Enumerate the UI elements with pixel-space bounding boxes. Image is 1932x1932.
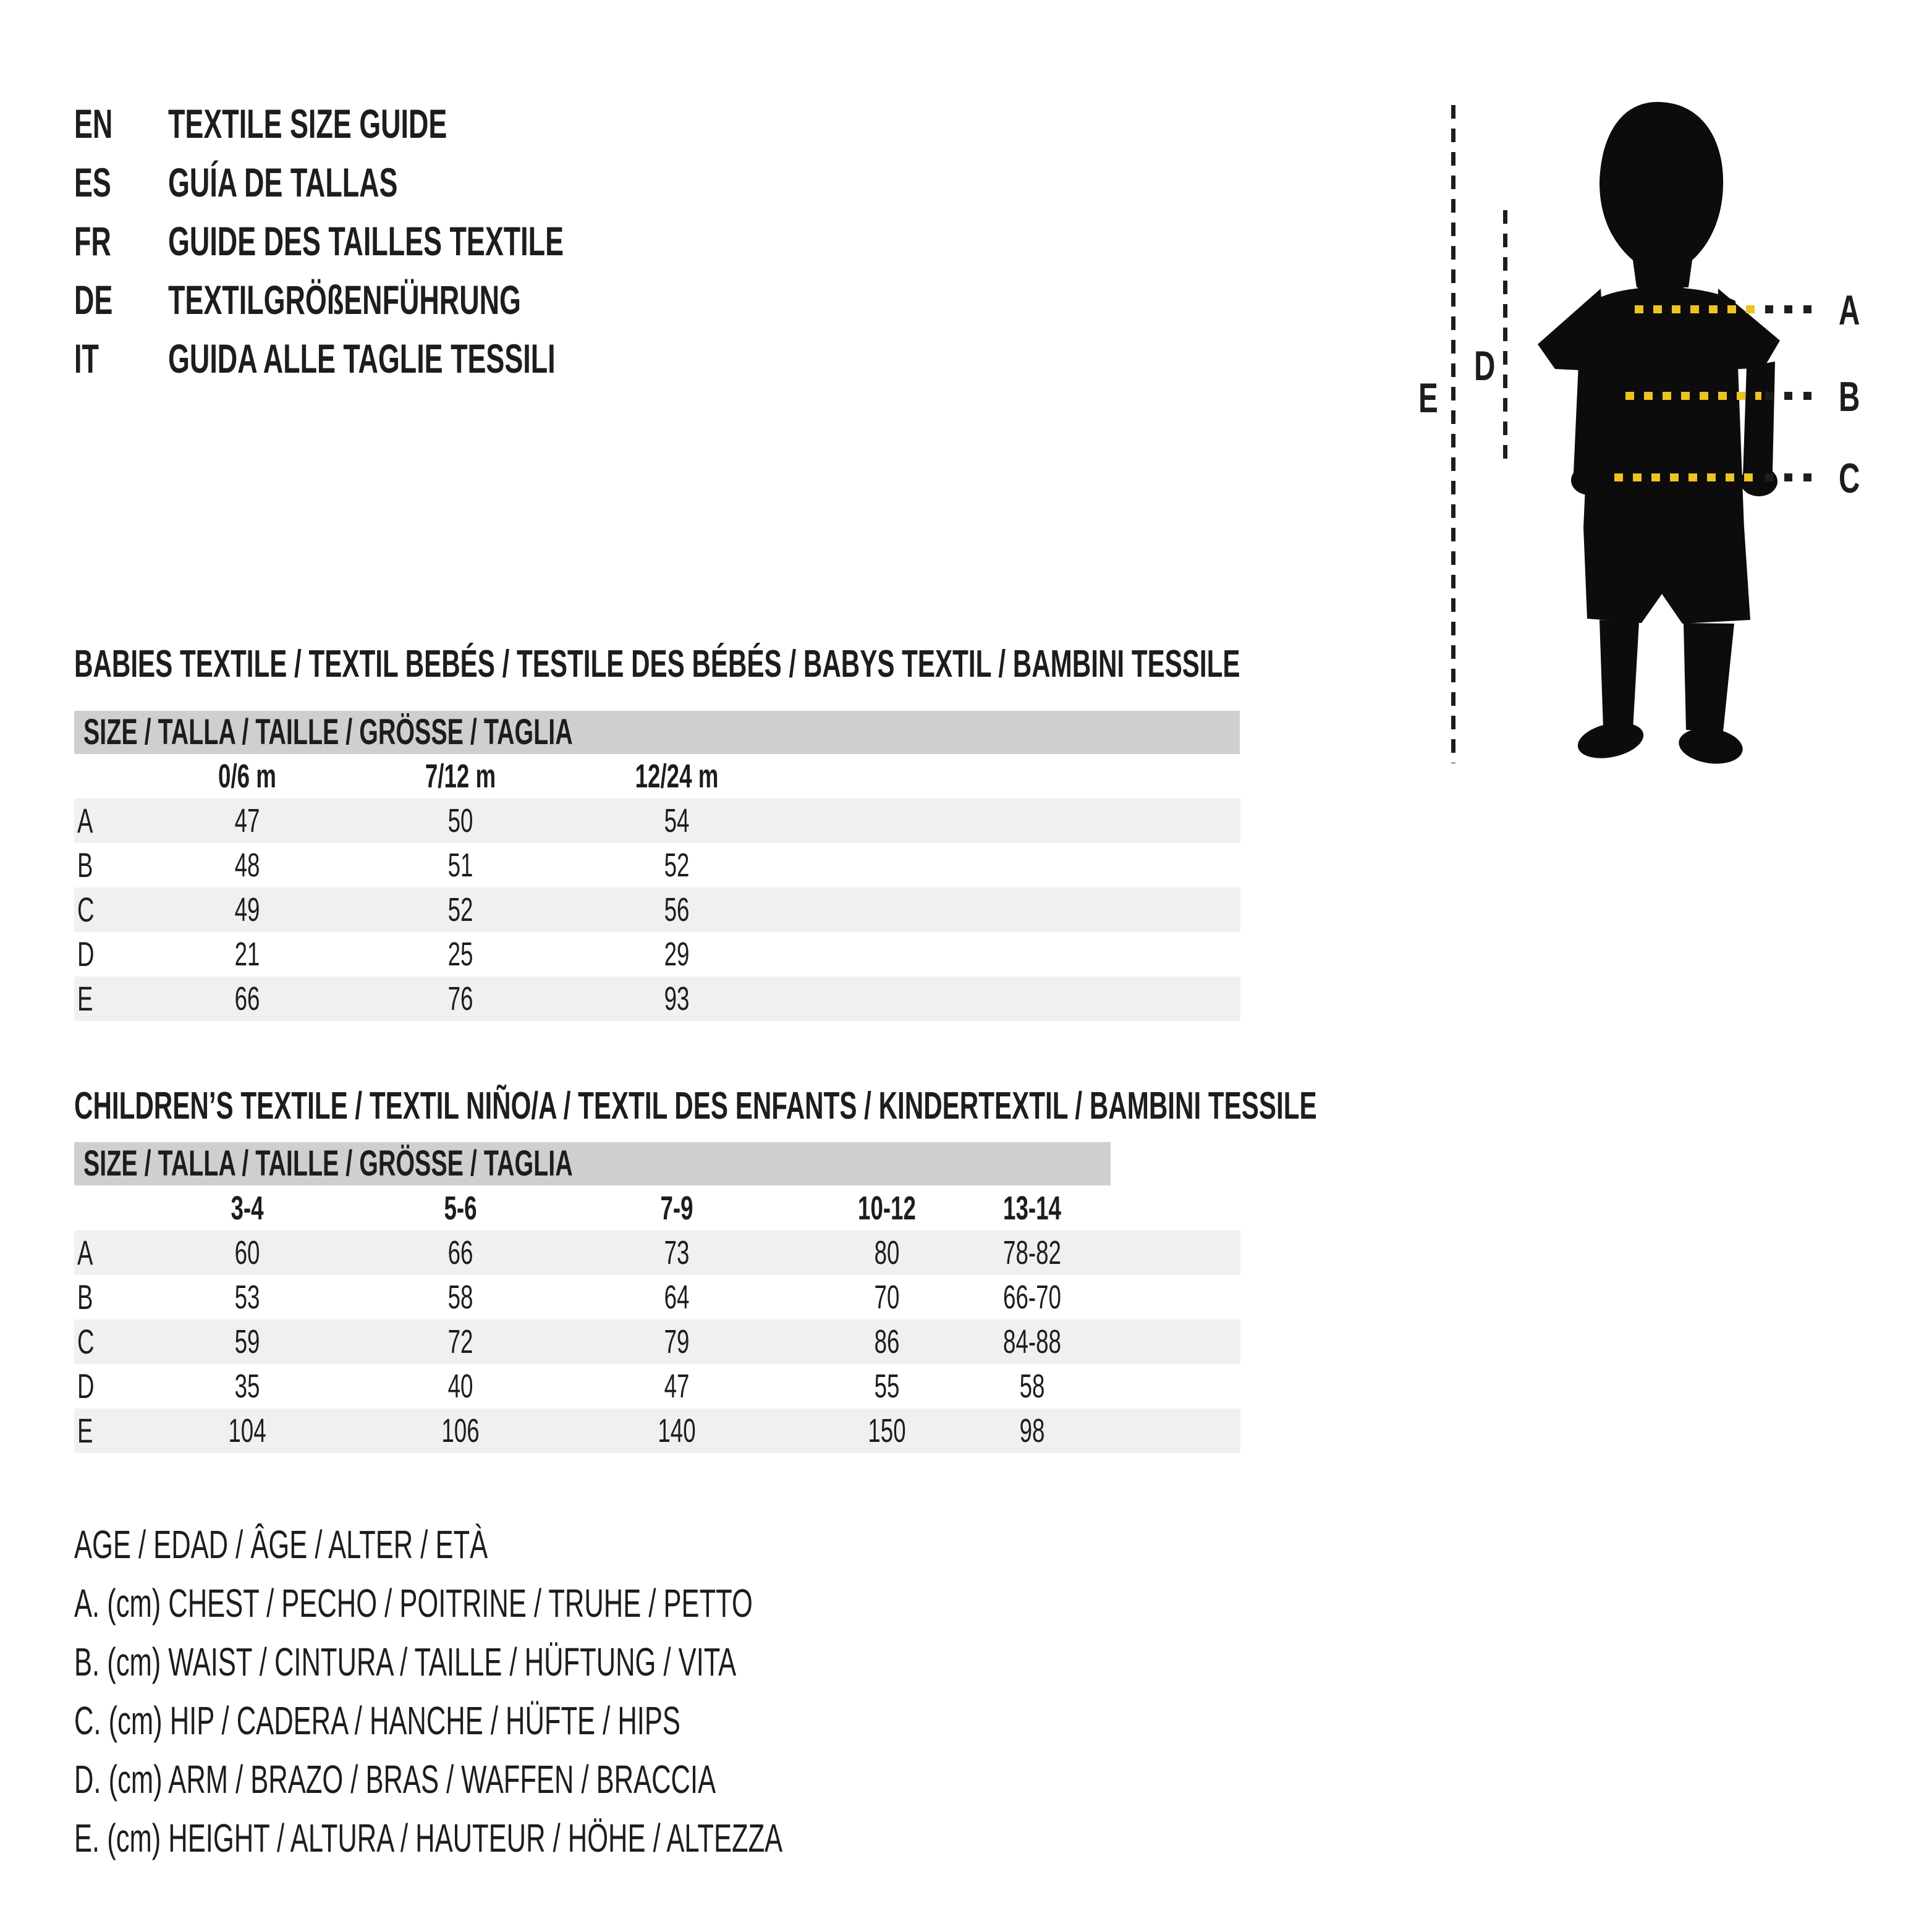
row-label: B	[77, 845, 93, 884]
legend-height-text: E. (cm) HEIGHT / ALTURA / HAUTEUR / HÖHE / ALTEZZA	[74, 1816, 783, 1860]
lang-code-it	[74, 334, 111, 383]
row-label: E	[77, 979, 93, 1018]
cell-value: 21	[234, 936, 260, 973]
children-col-5-6: 5-6	[444, 1190, 477, 1227]
cell-value: 80	[874, 1234, 900, 1271]
babies-size-header-text: SIZE / TALLA / TAILLE / GRÖSSE / TAGLIA	[83, 712, 573, 752]
cell-value: 98	[1019, 1412, 1045, 1449]
cell-value: 60	[234, 1234, 260, 1271]
children-col-7-9: 7-9	[660, 1190, 693, 1227]
cell-value: 106	[441, 1412, 480, 1449]
lang-title-en	[168, 99, 578, 148]
figure-label-e-text: E	[1418, 375, 1438, 422]
legend-waist	[74, 1638, 1048, 1685]
silhouette-right-foot	[1677, 724, 1745, 766]
legend-chest	[74, 1580, 1072, 1627]
lang-code-en-text: EN	[74, 101, 113, 146]
hip-dots-yellow	[1614, 473, 1761, 481]
row-label: D	[77, 934, 95, 973]
row-label: C	[77, 890, 95, 929]
lang-code-fr-text: FR	[74, 218, 111, 264]
legend-age-text: AGE / EDAD / ÂGE / ALTER / ETÀ	[74, 1522, 488, 1567]
lang-title-it	[168, 334, 738, 383]
children-col-3-4: 3-4	[231, 1190, 264, 1227]
lang-title-es-text: GUÍA DE TALLAS	[168, 159, 398, 205]
cell-value: 150	[868, 1412, 906, 1449]
cell-value: 35	[234, 1368, 260, 1405]
cell-value: 79	[664, 1323, 690, 1360]
lang-title-fr	[168, 216, 750, 266]
cell-value: 73	[664, 1234, 690, 1271]
cell-value: 54	[664, 802, 690, 839]
table-row	[74, 932, 1240, 977]
cell-value: 53	[234, 1279, 260, 1316]
lang-code-es-text: ES	[74, 159, 111, 205]
lang-code-de-text: DE	[74, 277, 113, 323]
table-row	[74, 1275, 1240, 1320]
lang-code-fr	[74, 216, 129, 266]
figure-label-d-text: D	[1474, 342, 1496, 389]
cell-value: 58	[1019, 1368, 1045, 1405]
cell-value: 48	[234, 847, 260, 884]
figure-label-c-text: C	[1839, 455, 1860, 502]
lang-title-it-text: GUIDA ALLE TAGLIE TESSILI	[168, 336, 556, 381]
cell-value: 49	[234, 891, 260, 928]
cell-value: 70	[874, 1279, 900, 1316]
chest-dots-yellow	[1635, 305, 1761, 313]
silhouette-neck	[1638, 245, 1684, 290]
figure-label-c	[1839, 455, 1860, 502]
cell-value: 50	[447, 802, 473, 839]
figure-label-b-text: B	[1839, 373, 1860, 420]
table-row	[74, 977, 1240, 1021]
legend-height	[74, 1815, 1116, 1862]
table-row	[74, 1409, 1240, 1453]
lang-title-es	[168, 158, 506, 207]
cell-value: 58	[447, 1279, 473, 1316]
cell-value: 29	[664, 936, 690, 973]
lang-title-de-text: TEXTILGRÖßENFÜHRUNG	[168, 277, 521, 323]
children-size-header-text: SIZE / TALLA / TAILLE / GRÖSSE / TAGLIA	[83, 1143, 573, 1184]
figure-label-b	[1839, 373, 1860, 420]
legend-arm-text: D. (cm) ARM / BRAZO / BRAS / WAFFEN / BRACCIA	[74, 1757, 716, 1802]
lang-code-es	[74, 158, 129, 207]
children-heading	[74, 1085, 1902, 1128]
cell-value: 84-88	[1003, 1323, 1061, 1360]
legend-arm	[74, 1756, 1018, 1803]
cell-value: 104	[228, 1412, 266, 1449]
lang-title-en-text: TEXTILE SIZE GUIDE	[168, 101, 447, 146]
babies-size-header-bar	[74, 711, 1240, 754]
waist-dots-dark	[1765, 392, 1818, 400]
figure-label-e	[1418, 375, 1438, 422]
cell-value: 78-82	[1003, 1234, 1061, 1271]
table-row	[74, 1231, 1240, 1275]
legend-age	[74, 1521, 682, 1568]
cell-value: 56	[664, 891, 690, 928]
cell-value: 59	[234, 1323, 260, 1360]
cell-value: 86	[874, 1323, 900, 1360]
lang-code-en	[74, 99, 131, 148]
table-row	[74, 843, 1240, 888]
cell-value: 140	[658, 1412, 696, 1449]
table-row	[74, 1320, 1240, 1364]
cell-value: 64	[664, 1279, 690, 1316]
figure-label-a	[1839, 287, 1860, 334]
lang-title-fr-text: GUIDE DES TAILLES TEXTILE	[168, 218, 564, 264]
row-label: B	[77, 1277, 93, 1316]
babies-col-0-6m: 0/6 m	[218, 758, 276, 795]
silhouette-left-hand	[1571, 465, 1608, 495]
cell-value: 25	[447, 936, 473, 973]
cell-value: 72	[447, 1323, 473, 1360]
table-row	[74, 799, 1240, 843]
legend-waist-text: B. (cm) WAIST / CINTURA / TAILLE / HÜFTUNG / VITA	[74, 1640, 737, 1684]
silhouette-left-foot	[1575, 717, 1647, 763]
lang-code-it-text: IT	[74, 336, 99, 381]
children-col-10-12: 10-12	[858, 1190, 916, 1227]
babies-heading	[74, 643, 1789, 686]
babies-column-header-row	[74, 754, 1240, 799]
row-label: C	[77, 1322, 95, 1361]
cell-value: 47	[234, 802, 260, 839]
cell-value: 66	[447, 1234, 473, 1271]
cell-value: 47	[664, 1368, 690, 1405]
silhouette-left-sleeve	[1538, 289, 1606, 371]
cell-value: 76	[447, 980, 473, 1017]
children-col-13-14: 13-14	[1003, 1190, 1061, 1227]
legend-hip-text: C. (cm) HIP / CADERA / HANCHE / HÜFTE / HIPS	[74, 1698, 680, 1743]
silhouette-right-arm	[1743, 362, 1775, 477]
silhouette-left-arm	[1574, 364, 1608, 477]
lang-title-de	[168, 275, 687, 324]
silhouette-right-hand	[1740, 467, 1777, 496]
cell-value: 93	[664, 980, 690, 1017]
cell-value: 66-70	[1003, 1279, 1061, 1316]
cell-value: 55	[874, 1368, 900, 1405]
waist-dots-yellow	[1625, 392, 1761, 400]
cell-value: 40	[447, 1368, 473, 1405]
row-label: A	[77, 801, 93, 840]
arm-measure-line-d	[1503, 210, 1507, 467]
row-label: D	[77, 1366, 95, 1405]
silhouette-right-sleeve	[1716, 289, 1780, 370]
children-column-header-row	[74, 1186, 1240, 1231]
legend-hip	[74, 1697, 966, 1744]
table-row	[74, 1364, 1240, 1409]
chest-dots-dark	[1765, 305, 1818, 313]
legend-chest-text: A. (cm) CHEST / PECHO / POITRINE / TRUHE / PETTO	[74, 1581, 753, 1625]
row-label: A	[77, 1233, 93, 1272]
cell-value: 52	[664, 847, 690, 884]
babies-heading-text: BABIES TEXTILE / TEXTIL BEBÉS / TESTILE DES BÉBÉS / BABYS TEXTIL / BAMBINI TESSILE	[74, 643, 1240, 685]
figure-label-a-text: A	[1839, 287, 1860, 334]
children-size-header-bar	[74, 1142, 1111, 1185]
hip-dots-dark	[1765, 473, 1818, 481]
silhouette-shorts	[1583, 527, 1750, 624]
children-heading-text: CHILDREN’S TEXTILE / TEXTIL NIÑO/A / TEXTIL DES ENFANTS / KINDERTEXTIL / BAMBINI TESSILE	[74, 1085, 1317, 1127]
babies-col-12-24m: 12/24 m	[635, 758, 719, 795]
figure-label-d	[1474, 342, 1496, 389]
lang-code-de	[74, 275, 131, 324]
row-label: E	[77, 1411, 93, 1450]
babies-col-7-12m: 7/12 m	[425, 758, 496, 795]
cell-value: 66	[234, 980, 260, 1017]
cell-value: 51	[447, 847, 473, 884]
cell-value: 52	[447, 891, 473, 928]
table-row	[74, 888, 1240, 932]
